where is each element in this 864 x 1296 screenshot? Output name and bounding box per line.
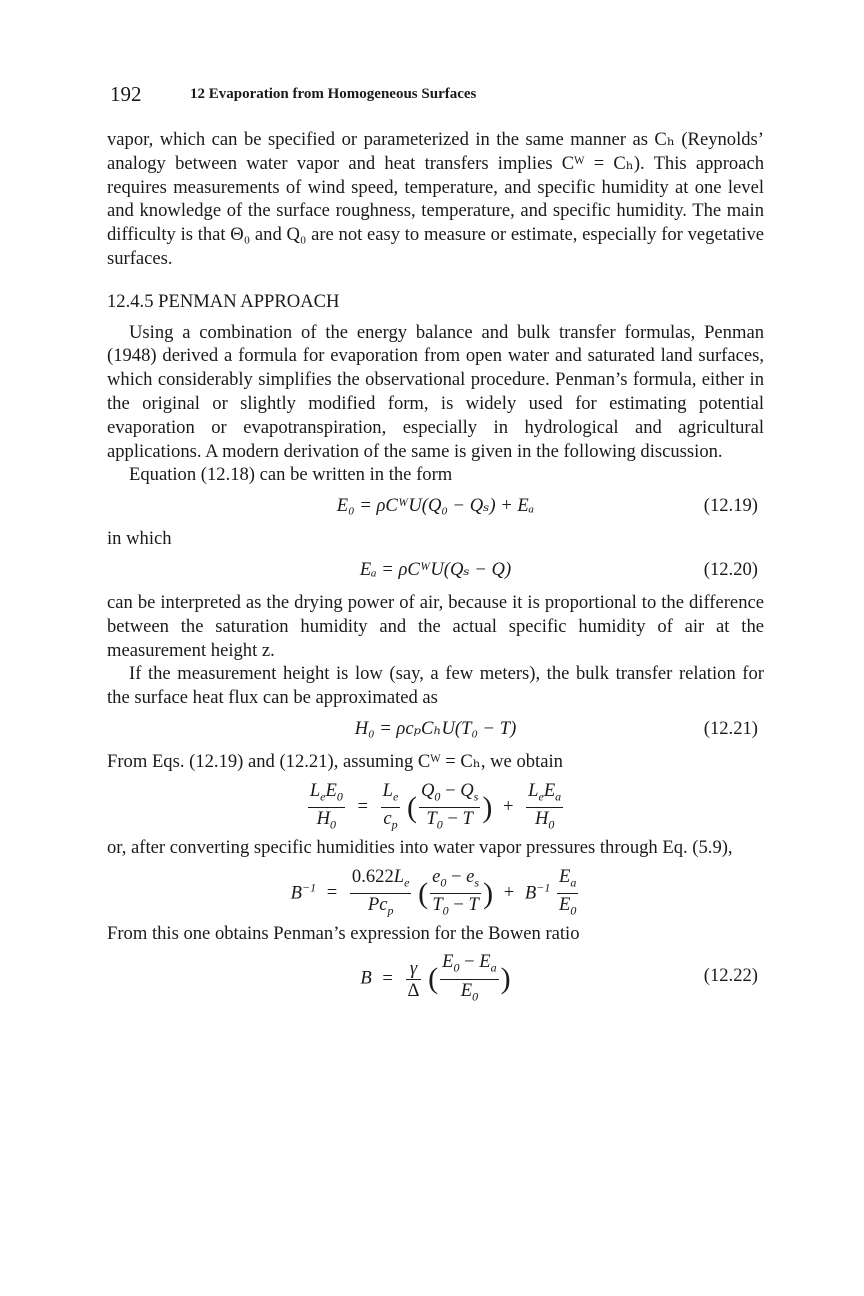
page-body: [107, 128, 764, 1007]
equation-12-19: [107, 487, 764, 527]
paragraph-6: If the measurement height is low (say, a few meters), the bulk transfer relation for the surface heat flux can be approximated as: [107, 663, 764, 709]
equation-12-20-expr: Eₐ = ρCᵂU(Qₛ − Q): [359, 558, 512, 580]
equation-12-22: B = $\frac{\gamma}{\Delta}$ ( $\frac{E_0 - E_a}{E_0}$ ) (12.22): [360, 951, 758, 1004]
equation-12-19-expr: E₀ = ρCᵂU(Q₀ − Qₛ) + Eₐ: [336, 495, 535, 517]
page-header: [110, 80, 770, 110]
section-heading: 12.4.5 PENMAN APPROACH: [107, 290, 340, 312]
equation-12-20-number: (12.20): [703, 558, 758, 580]
paragraph-7: From Eqs. (12.19) and (12.21), assuming Cᵂ = Cₕ, we obtain: [107, 750, 563, 772]
equation-12-19-number: (12.19): [703, 495, 758, 517]
equation-12-22-number: (12.22): [703, 965, 758, 987]
equation-12-21: [107, 710, 764, 750]
page-number: 192: [110, 82, 142, 106]
equation-inverse-bowen: $B^{-1}$ = $\frac{0.622L_e}{Pc_p}$ ( $\frac{e_0 - e_s}{T_0 - T}$ ) + $B^{-1}$ $\frac{E_a}{E_0}$: [290, 865, 577, 918]
paragraph-8: or, after converting specific humidities into water vapor pressures through Eq. (5.9),: [107, 836, 733, 858]
equation-12-21-expr: H₀ = ρcₚCₕU(T₀ − T): [354, 717, 517, 739]
paragraph-5: can be interpreted as the drying power of air, because it is proportional to the difference between the saturation humidity and the actual specific humidity of air at the measurement height z.: [107, 591, 764, 661]
paragraph-2: Using a combination of the energy balance and bulk transfer formulas, Penman (1948) derived a formula for evaporation from open water and saturated land surfaces, which considerably simplifies the observational procedure. Penman’s formula, either in the original or slightly modified form, is widely used for estimating potential evaporation or evapotranspiration, especially in hydrological and agricultural applications. A modern derivation of the same is given in the following discussion.: [107, 321, 764, 462]
equation-12-20: [107, 551, 764, 591]
paragraph-1: vapor, which can be specified or parameterized in the same manner as Cₕ (Reynolds’ analogy between water vapor and heat transfers implies Cᵂ = Cₕ). This approach requires measurements of wind speed, temperature, and specific humidity at one level and knowledge of the surface roughness, temperature, and specific humidity. The main difficulty is that Θ₀ and Q₀ are not easy to measure or estimate, especially for vegetative surfaces.: [107, 129, 764, 269]
running-head: 12 Evaporation from Homogeneous Surfaces: [190, 86, 477, 102]
paragraph-4: in which: [107, 528, 172, 550]
paragraph-3: Equation (12.18) can be written in the form: [129, 464, 453, 486]
equation-12-21-number: (12.21): [703, 717, 758, 739]
paragraph-9: From this one obtains Penman’s expression for the Bowen ratio: [107, 922, 580, 944]
equation-ratio: $\frac{L_eE_0}{H_0}$ = $\frac{L_e}{c_p}$ ( $\frac{Q_0 - Q_s}{T_0 - T}$ ) + $\frac{L_eE_a}{H_0}$: [309, 779, 562, 833]
